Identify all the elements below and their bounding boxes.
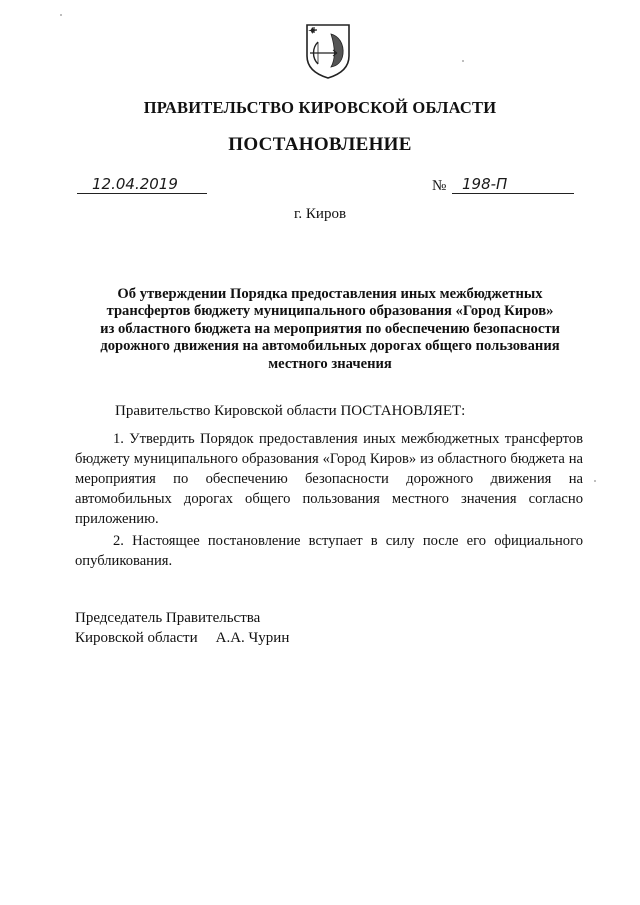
number-label: № [432, 178, 447, 194]
city: г. Киров [293, 206, 347, 222]
document-type: ПОСТАНОВЛЕНИЕ [228, 134, 412, 155]
document-title [80, 286, 580, 373]
number-underline [452, 193, 574, 194]
organization-name: ПРАВИТЕЛЬСТВО КИРОВСКОЙ ОБЛАСТИ [143, 98, 497, 117]
scan-speck [462, 60, 464, 62]
title-line: из областного бюджета на мероприятия по обеспечению безопасности [100, 320, 560, 337]
paragraph-1: 1. Утвердить Порядок предоставления иных межбюджетных трансфертов бюджету муниципального образования «Город Киров» из областного бюджета на мероприятия по обеспечению безопасности дорожного движения на автомобильных дорогах общего пользования местного значения согласно приложению. [75, 431, 583, 527]
scan-speck [60, 14, 62, 16]
date-underline [77, 193, 207, 194]
signatory-position: Председатель Правительства [75, 610, 261, 626]
paragraph-2: 2. Настоящее постановление вступает в силу после его официального опубликования. [75, 533, 583, 569]
signatory-block [75, 630, 289, 647]
document-date: 12.04.2019 [92, 175, 178, 193]
signatory-region: Кировской области [75, 630, 198, 646]
signatory-name: А.А. Чурин [215, 630, 290, 646]
title-line: Об утверждении Порядка предоставления иных межбюджетных [117, 286, 543, 302]
coat-of-arms-icon [304, 22, 352, 80]
title-line: дорожного движения на автомобильных дорогах общего пользования [100, 338, 560, 355]
document-number: 198-П [462, 175, 508, 193]
scan-speck [594, 480, 596, 482]
title-line: трансфертов бюджету муниципального образования «Город Киров» [106, 303, 554, 320]
title-line: местного значения [268, 355, 392, 372]
resolves-statement: Правительство Кировской области ПОСТАНОВЛЯЕТ: [115, 403, 466, 419]
